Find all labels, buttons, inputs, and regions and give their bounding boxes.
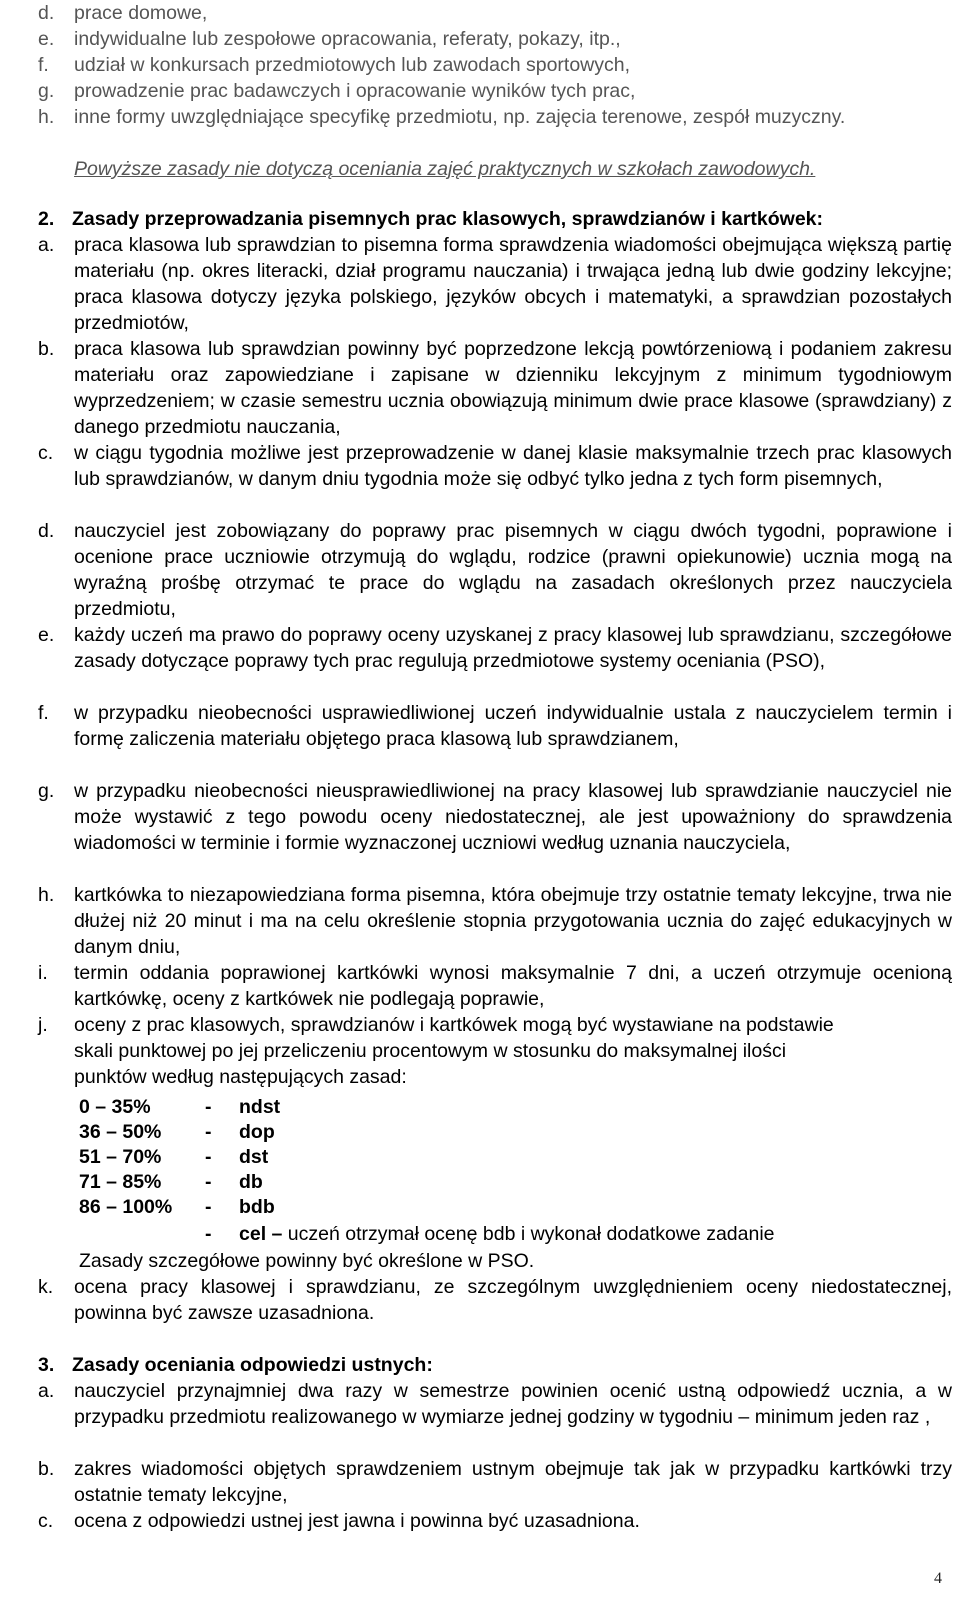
item-label: b. [38,1458,55,1480]
grade-row [79,1221,775,1247]
item-text: praca klasowa lub sprawdzian to pisemna forma sprawdzenia wiadomości obejmująca większą partię materiału (np. okres literacki, dział programu nauczania) i trwająca jedną lub dwie godziny lekcyjne; praca klasowa dotyczy języka polskiego, języków obcych i matematyki, a sprawdzian pozostałych przedmiotów, [74,234,952,334]
section-2-item-i [38,960,952,1012]
section-number: 2. [38,208,55,230]
grade-dash: - [205,1223,212,1245]
page-number: 4 [934,1570,942,1587]
list-text: indywidualne lub zespołowe opracowania, referaty, pokazy, itp., [74,28,621,50]
item-label: c. [38,442,54,464]
grade-dash: - [205,1146,212,1168]
grade-value: db [239,1171,263,1193]
item-label: d. [38,520,55,542]
grade-range: 86 – 100% [79,1196,173,1218]
grade-value: dst [239,1146,269,1168]
list-item-d [38,0,952,26]
section-2-item-f [38,700,952,752]
grade-range: 51 – 70% [79,1146,162,1168]
item-label: c. [38,1510,54,1532]
grade-row [79,1144,268,1170]
item-text: w przypadku nieobecności nieusprawiedliwionej na pracy klasowej lub sprawdzianie nauczyciel nie może wystawić z tego powodu oceny niedostatecznej, ale jest upoważniony do sprawdzenia wiadomości w terminie i formie wyznaczonej uczniowi według uznania nauczyciela, [74,780,952,854]
grade-value: ndst [239,1096,281,1118]
section-2-item-k [38,1274,952,1326]
item-label: h. [38,884,55,906]
item-text: termin oddania poprawionej kartkówki wynosi maksymalnie 7 dni, a uczeń otrzymuje ocenioną kartkówkę, oceny z kartkówek nie podlegają poprawie, [74,962,952,1010]
item-text: nauczyciel przynajmniej dwa razy w semestrze powinien ocenić ustną odpowiedź ucznia, a w przypadku przedmiotu realizowanego w wymiarze jednej godziny w tygodniu – minimum jeden raz , [74,1380,952,1428]
list-label: g. [38,80,55,102]
section-2-item-d [38,518,952,622]
item-label: j. [38,1014,48,1036]
item-text: kartkówka to niezapowiedziana forma pisemna, która obejmuje trzy ostatnie tematy lekcyjne, trwa nie dłużej niż 20 minut i ma na celu określenie stopnia przygotowania ucznia do zajęć edukacyjnych w danym dniu, [74,884,952,958]
grade-range: 71 – 85% [79,1171,162,1193]
section-3-item-c [38,1508,952,1534]
list-label: e. [38,28,55,50]
item-text: praca klasowa lub sprawdzian powinny być poprzedzone lekcją powtórzeniową i podaniem zakresu materiału oraz zapowiedziane i zapisane w dzienniku lekcyjnym z minimum tygodniowym wyprzedzeniem; w czasie semestru ucznia obowiązują minimum dwie prace klasowe (sprawdziany) z danego przedmiotu nauczania, [74,338,952,438]
section-title: Zasady przeprowadzania pisemnych prac klasowych, sprawdzianów i kartkówek: [72,208,824,230]
grade-description: uczeń otrzymał ocenę bdb i wykonał dodatkowe zadanie [282,1223,775,1245]
section-3-heading [38,1352,433,1378]
item-label: g. [38,780,55,802]
item-label: i. [38,962,48,984]
section-2-heading [38,206,823,232]
list-label: f. [38,54,49,76]
section-2-item-c [38,440,952,492]
item-text: nauczyciel jest zobowiązany do poprawy prac pisemnych w ciągu dwóch tygodni, poprawione i ocenione prace uczniowie otrzymują do wglądu, rodzice (prawni opiekunowie) ucznia mogą na wyraźną prośbę otrzymać te prace do wglądu na zasadach określonych przez nauczyciela przedmiotu, [74,520,952,620]
section-2-item-b [38,336,952,440]
list-text: prowadzenie prac badawczych i opracowanie wyników tych prac, [74,80,636,102]
grade-value: cel – [239,1223,283,1245]
grade-dash: - [205,1171,212,1193]
section-2-item-j [38,1012,858,1090]
grade-dash: - [205,1121,212,1143]
section-2-item-a [38,232,952,336]
item-label: k. [38,1276,54,1298]
item-text: każdy uczeń ma prawo do poprawy oceny uzyskanej z pracy klasowej lub sprawdzianu, szczegółowe zasady dotyczące poprawy tych prac regulują przedmiotowe systemy oceniania (PSO), [74,624,952,672]
list-item-g [38,78,952,104]
list-text: udział w konkursach przedmiotowych lub zawodach sportowych, [74,54,631,76]
item-text: zakres wiadomości objętych sprawdzeniem ustnym obejmuje tak jak w przypadku kartkówki trzy ostatnie tematy lekcyjne, [74,1458,952,1506]
note-text: Powyższe zasady nie dotyczą oceniania zajęć praktycznych w szkołach zawodowych. [74,158,816,180]
grade-row [79,1119,275,1145]
item-label: f. [38,702,49,724]
list-item-f [38,52,952,78]
item-label: b. [38,338,55,360]
list-label: h. [38,106,55,128]
grade-range: 0 – 35% [79,1096,151,1118]
list-text: prace domowe, [74,2,208,24]
item-label: a. [38,234,55,256]
section-2-item-g [38,778,952,856]
grade-row [79,1094,280,1120]
list-item-e [38,26,952,52]
item-text: ocena pracy klasowej i sprawdzianu, ze szczególnym uwzględnieniem oceny niedostatecznej, powinna być zawsze uzasadniona. [74,1276,952,1324]
grade-dash: - [205,1196,212,1218]
item-text: oceny z prac klasowych, sprawdzianów i kartkówek mogą być wystawiane na podstawie skali punktowej po jej przeliczeniu procentowym w stosunku do maksymalnej ilości punktów według następujących zasad: [74,1014,834,1088]
list-item-h [38,104,952,130]
grade-row [79,1194,275,1220]
section-title: Zasady oceniania odpowiedzi ustnych: [72,1354,433,1376]
grade-value: dop [239,1121,275,1143]
item-label: a. [38,1380,55,1402]
grades-note: Zasady szczegółowe powinny być określone w PSO. [79,1250,535,1272]
list-label: d. [38,2,55,24]
grade-row [79,1169,263,1195]
section-3-item-b [38,1456,952,1508]
grade-range: 36 – 50% [79,1121,162,1143]
grade-dash: - [205,1096,212,1118]
section-3-item-a [38,1378,952,1430]
grade-value: bdb [239,1196,275,1218]
section-number: 3. [38,1354,55,1376]
item-text: ocena z odpowiedzi ustnej jest jawna i powinna być uzasadniona. [74,1510,640,1532]
list-text: inne formy uwzględniające specyfikę przedmiotu, np. zajęcia terenowe, zespół muzyczny. [74,106,846,128]
item-text: w ciągu tygodnia możliwe jest przeprowadzenie w danej klasie maksymalnie trzech prac klasowych lub sprawdzianów, w danym dniu tygodnia może się odbyć tylko jedna z tych form pisemnych, [74,442,952,490]
section-2-item-h [38,882,952,960]
item-label: e. [38,624,55,646]
item-text: w przypadku nieobecności usprawiedliwionej uczeń indywidualnie ustala z nauczycielem termin i formę zaliczenia materiału objętego praca klasową lub sprawdzianem, [74,702,952,750]
section-2-item-e [38,622,952,674]
